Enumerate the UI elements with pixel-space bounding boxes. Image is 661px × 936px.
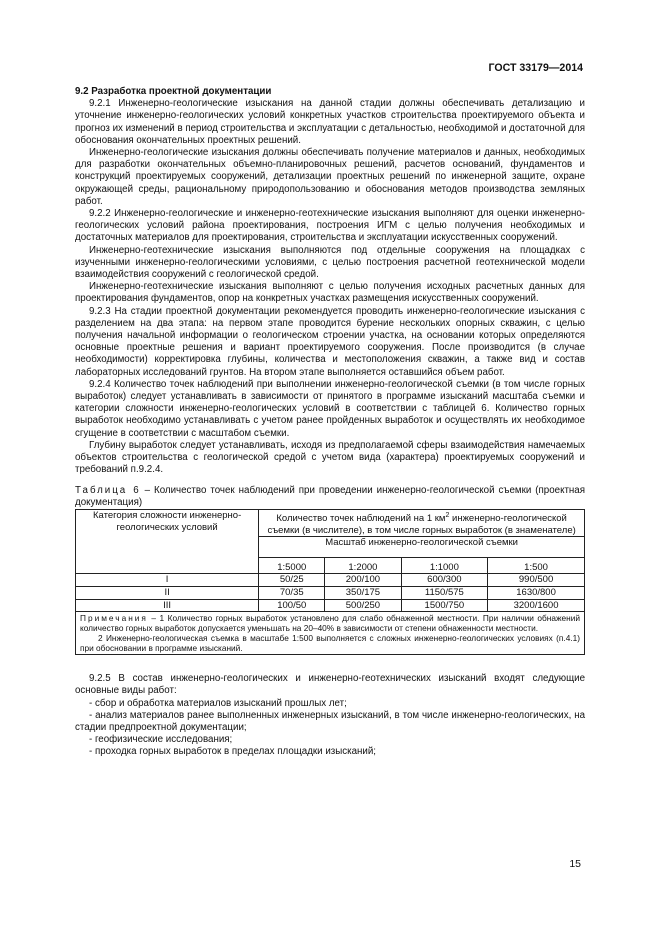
table-cell: 70/35 bbox=[259, 587, 325, 600]
table-cell: 350/175 bbox=[325, 587, 401, 600]
list-item: - проходка горных выработок в пределах площадки изысканий; bbox=[89, 746, 377, 758]
paragraph: Инженерно-геотехнические изыскания выполняются под отдельные сооружения на площадках с изученными инженерно-геологическими условиями, с целью построения расчетной геотехнической модели взаимодействия сооружений с геологической средой. bbox=[75, 244, 585, 281]
page-content bbox=[75, 86, 585, 759]
table-cell: 1630/800 bbox=[488, 587, 585, 600]
paragraph: 9.2.5 В состав инженерно-геологических и инженерно-геотехнических изысканий входят следующие основные виды работ: bbox=[75, 673, 585, 697]
table-header-count-sup: 2 bbox=[445, 511, 450, 519]
list-item: - сбор и обработка материалов изысканий прошлых лет; bbox=[89, 697, 347, 709]
table-row bbox=[76, 599, 585, 612]
table-header-scale: Масштаб инженерно-геологической съемки bbox=[259, 537, 585, 558]
table-cell-category: II bbox=[76, 587, 259, 600]
table-caption bbox=[75, 485, 585, 509]
standard-header: ГОСТ 33179—2014 bbox=[488, 62, 583, 74]
table-6 bbox=[75, 509, 585, 655]
table-header-category: Категория сложности инженерно-геологических условий bbox=[76, 509, 259, 574]
section-title: 9.2 Разработка проектной документации bbox=[75, 86, 272, 97]
paragraph: 9.2.4 Количество точек наблюдений при выполнении инженерно-геологической съемки (в том числе горных выработок) следует устанавливать в зависимости от принятого в программе изысканий масштаба съемки и категории сложности инженерно-геологических условий в соответствии с таблицей 6. Количество горных выработок необходимо устанавливать с учетом ранее пройденных выработок и осуществлять их необходимое сгущение в соответствии с масштабом съемки. bbox=[75, 378, 585, 439]
paragraph: 9.2.2 Инженерно-геологические и инженерно-геотехнические изыскания выполняют для оценки инженерно-геологических условий района проектирования, построения ИГМ с целью получения необходимых и достаточных материалов для проектирования, строительства и эксплуатации искусственных сооружений. bbox=[75, 208, 585, 244]
table-cell: 1500/750 bbox=[401, 599, 488, 612]
table-note-1 bbox=[80, 613, 580, 633]
table-cell: 1150/575 bbox=[401, 587, 488, 600]
table-row bbox=[76, 587, 585, 600]
table-cell: 200/100 bbox=[325, 574, 401, 587]
table-note-1-text: – 1 Количество горных выработок установлено для слабо обнаженной местности. При наличии обнажений количество горных выработок допускается уменьшать на 20–40% в зависимости от степени обнаженности местности. bbox=[80, 613, 580, 634]
table-header-count-a: Количество точек наблюдений на 1 км bbox=[276, 513, 446, 525]
table-caption-text: – Количество точек наблюдений при проведении инженерно-геологической съемки (проектная документация) bbox=[75, 484, 585, 508]
list-item: - геофизические исследования; bbox=[89, 734, 233, 746]
list-item: - анализ материалов ранее выполненных инженерных изысканий, в том числе инженерно-геологических, на стадии предпроектной документации; bbox=[75, 709, 585, 734]
table-row bbox=[76, 574, 585, 587]
page-number: 15 bbox=[569, 858, 581, 870]
table-note-2: 2 Инженерно-геологическая съемка в масштабе 1:500 выполняется с сложных инженерно-геологических условиях (п.4.1) при обосновании в программе изысканий. bbox=[80, 633, 580, 654]
table-scale-cell: 1:500 bbox=[488, 557, 585, 574]
table-cell: 50/25 bbox=[259, 574, 325, 587]
table-cell: 600/300 bbox=[401, 574, 488, 587]
table-scale-cell: 1:2000 bbox=[325, 557, 401, 574]
table-cell: 100/50 bbox=[259, 599, 325, 612]
table-cell: 3200/1600 bbox=[488, 599, 585, 612]
section-continuation bbox=[75, 673, 585, 758]
paragraph: 9.2.3 На стадии проектной документации рекомендуется проводить инженерно-геологические изыскания с разделением на два этапа: на первом этапе проводится бурение нескольких опорных скважин, с целью получения начальной информации о геологическом строении участка, на основании которых определяются основные проектные решения и вариант проектируемого сооружения. После производится (в случае необходимости) корректировка глубины, количества и местоположения скважин, а также вид и состав лабораторных исследований грунтов. На втором этапе выполняется оставшийся объем работ. bbox=[75, 305, 585, 378]
paragraph: Глубину выработок следует устанавливать, исходя из предполагаемой сферы взаимодействия намечаемых объектов строительства с геологической средой с учетом вида (характера) проектируемых сооружений и требований п.9.2.4. bbox=[75, 439, 585, 476]
table-header-count-b: инженерно-геологической съемки (в числителе), в том числе горных выработок (в знаменателе) bbox=[267, 513, 576, 536]
table-scale-cell: 1:5000 bbox=[259, 557, 325, 574]
paragraph: Инженерно-геологические изыскания должны обеспечивать получение материалов и данных, необходимых для разработки окончательных объемно-планировочных решений, расчетов оснований, фундаментов и конструкций проектируемых сооружений, детализации проектных решений по инженерной защите, охране окружающей среды, рациональному природопользованию и обоснования методов производства земляных работ. bbox=[75, 147, 585, 207]
table-header-count bbox=[259, 509, 585, 536]
table-scale-cell: 1:1000 bbox=[401, 557, 488, 574]
paragraph: Инженерно-геотехнические изыскания выполняют с целью получения исходных расчетных данных для проектирования фундаментов, опор на конкретных участках размещения искусственных сооружений. bbox=[75, 281, 585, 305]
table-notes bbox=[76, 612, 585, 655]
table-caption-label: Таблица 6 bbox=[75, 484, 141, 496]
paragraph: 9.2.1 Инженерно-геологические изыскания на данной стадии должны обеспечивать детализацию и уточнение инженерно-геологических условий конкретных участков строительства проектируемого объекта и прогноз их изменений в период строительства и эксплуатации с детальностью, необходимой и достаточной для обоснования окончательных проектных решений. bbox=[75, 98, 585, 146]
table-notes-label: Примечания bbox=[80, 613, 148, 624]
table-cell: 990/500 bbox=[488, 574, 585, 587]
table-cell: 500/250 bbox=[325, 599, 401, 612]
table-cell-category: I bbox=[76, 574, 259, 587]
table-cell-category: III bbox=[76, 599, 259, 612]
